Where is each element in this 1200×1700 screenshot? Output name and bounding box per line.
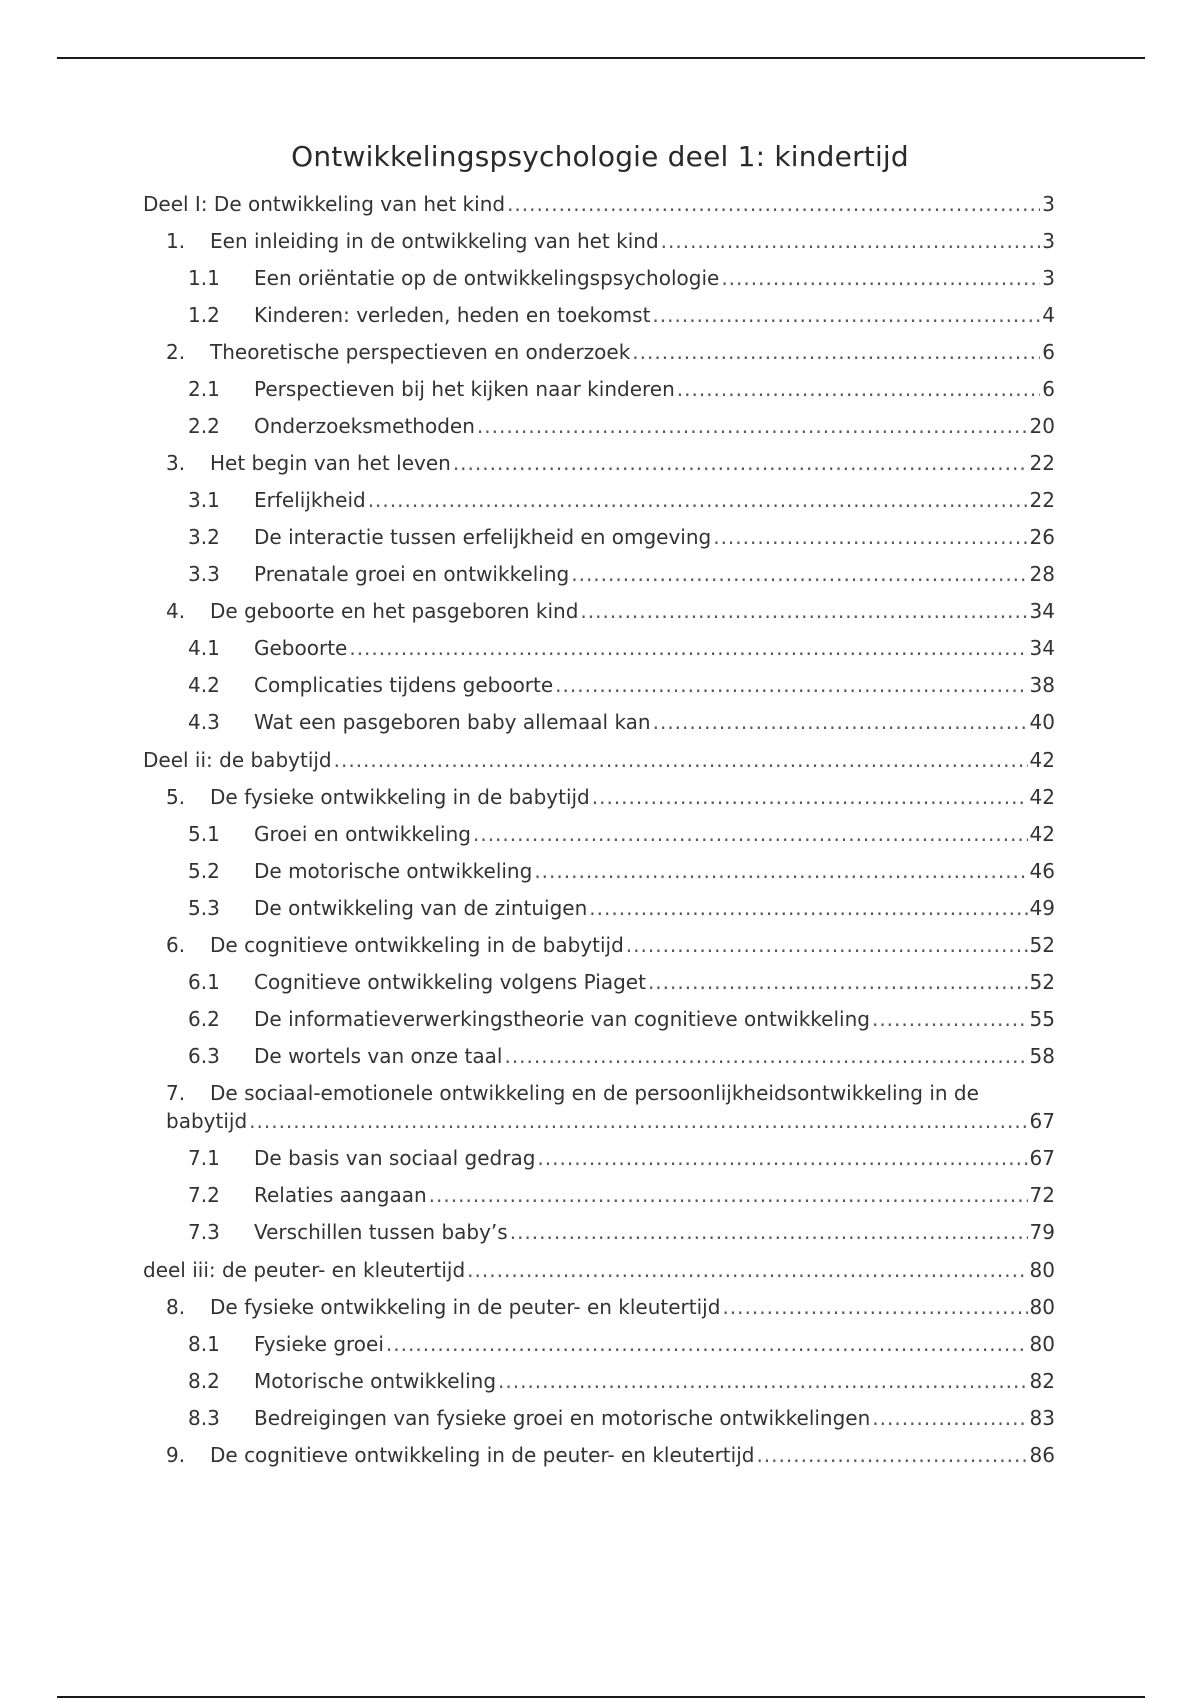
toc-entry-label: De wortels van onze taal — [254, 1044, 503, 1068]
toc-entry-label: Bedreigingen van fysieke groei en motorische ontwikkelingen — [254, 1406, 871, 1430]
document-title: Ontwikkelingspsychologie deel 1: kindertijd — [291, 140, 909, 173]
toc-dot-leader — [580, 597, 1027, 625]
toc-entry[interactable] — [188, 1005, 1055, 1033]
toc-entry-label: De motorische ontwikkeling — [254, 859, 533, 883]
toc-entry-label: Fysieke groei — [254, 1332, 384, 1356]
toc-entry-label: De cognitieve ontwikkeling in de babytijd — [210, 933, 624, 957]
toc-entry-number: 7.3 — [188, 1220, 220, 1244]
toc-entry-page: 6 — [1042, 377, 1055, 401]
toc-entry-number: 1.2 — [188, 303, 220, 327]
toc-entry-label: De cognitieve ontwikkeling in de peuter- en kleutertijd — [210, 1443, 755, 1467]
toc-entry-page: 42 — [1029, 822, 1055, 846]
toc-entry-page: 42 — [1029, 785, 1055, 809]
toc-dot-leader — [756, 1441, 1027, 1469]
toc-entry-page: 46 — [1029, 859, 1055, 883]
toc-entry[interactable] — [143, 746, 1055, 774]
toc-entry-number: 6.1 — [188, 970, 220, 994]
toc-entry-page: 42 — [1029, 748, 1055, 772]
toc-dot-leader — [368, 486, 1028, 514]
toc-dot-leader — [713, 523, 1027, 551]
toc-entry[interactable] — [188, 560, 1055, 588]
toc-entry-page: 22 — [1029, 451, 1055, 475]
toc-entry-number: 4. — [166, 599, 186, 623]
toc-dot-leader — [626, 931, 1028, 959]
toc-entry-label: Prenatale groei en ontwikkeling — [254, 562, 570, 586]
toc-entry[interactable] — [188, 857, 1055, 885]
toc-entry-page: 67 — [1029, 1109, 1055, 1133]
toc-entry-label: Een oriëntatie op de ontwikkelingspsychologie — [254, 266, 720, 290]
toc-entry-number: 6.2 — [188, 1007, 220, 1031]
toc-entry-page: 34 — [1029, 636, 1055, 660]
toc-entry[interactable] — [188, 375, 1055, 403]
toc-entry-label: Het begin van het leven — [210, 451, 451, 475]
toc-entry-page: 82 — [1029, 1369, 1055, 1393]
toc-entry-page: 4 — [1042, 303, 1055, 327]
toc-entry[interactable] — [188, 1330, 1055, 1358]
toc-entry-page: 52 — [1029, 933, 1055, 957]
toc-entry-page: 28 — [1029, 562, 1055, 586]
toc-dot-leader — [477, 412, 1028, 440]
toc-entry-label: De basis van sociaal gedrag — [254, 1146, 536, 1170]
toc-entry[interactable] — [188, 412, 1055, 440]
toc-entry-number: 3.1 — [188, 488, 220, 512]
toc-entry-number: 6.3 — [188, 1044, 220, 1068]
toc-entry-label: Cognitieve ontwikkeling volgens Piaget — [254, 970, 646, 994]
toc-dot-leader — [507, 190, 1040, 218]
toc-entry[interactable] — [188, 1404, 1055, 1432]
toc-entry-label: De ontwikkeling van de zintuigen — [254, 896, 588, 920]
toc-dot-leader — [589, 894, 1027, 922]
toc-entry-number: 7. — [166, 1081, 186, 1105]
toc-entry-page: 49 — [1029, 896, 1055, 920]
toc-dot-leader — [473, 820, 1028, 848]
toc-entry-label: Motorische ontwikkeling — [254, 1369, 497, 1393]
toc-entry-number: 4.1 — [188, 636, 220, 660]
toc-entry-number: 5.1 — [188, 822, 220, 846]
toc-entry-page: 3 — [1042, 192, 1055, 216]
toc-entry[interactable] — [188, 523, 1055, 551]
toc-entry[interactable] — [166, 783, 1055, 811]
toc-entry-page: 22 — [1029, 488, 1055, 512]
toc-entry-label: Verschillen tussen baby’s — [254, 1220, 508, 1244]
toc-dot-leader — [537, 1144, 1027, 1172]
toc-entry-page: 72 — [1029, 1183, 1055, 1207]
toc-entry-label: Wat een pasgeboren baby allemaal kan — [254, 710, 651, 734]
toc-entry-number: 1. — [166, 229, 186, 253]
toc-dot-leader — [722, 1293, 1027, 1321]
toc-entry-number: 5.3 — [188, 896, 220, 920]
toc-entry-label-continued: babytijd — [166, 1109, 248, 1133]
toc-entry-number: 6. — [166, 933, 186, 957]
toc-dot-leader — [648, 968, 1028, 996]
toc-entry-label: Erfelijkheid — [254, 488, 366, 512]
toc-entry[interactable] — [166, 227, 1055, 255]
toc-dot-leader — [534, 857, 1027, 885]
toc-dot-leader — [334, 746, 1028, 774]
toc-entry[interactable] — [188, 301, 1055, 329]
toc-entry-label: Geboorte — [254, 636, 348, 660]
toc-entry[interactable] — [166, 931, 1055, 959]
toc-entry-number: 8.3 — [188, 1406, 220, 1430]
toc-entry-page: 3 — [1042, 229, 1055, 253]
toc-entry[interactable] — [188, 1218, 1055, 1246]
toc-dot-leader — [661, 227, 1041, 255]
toc-entry-page: 34 — [1029, 599, 1055, 623]
toc-entry[interactable] — [188, 1367, 1055, 1395]
toc-entry-number: 4.2 — [188, 673, 220, 697]
toc-entry[interactable] — [188, 708, 1055, 736]
toc-dot-leader — [498, 1367, 1028, 1395]
toc-dot-leader — [872, 1005, 1028, 1033]
toc-entry-number: 2.2 — [188, 414, 220, 438]
toc-entry[interactable] — [166, 1441, 1055, 1469]
toc-entry[interactable] — [188, 968, 1055, 996]
toc-entry-number: 3.2 — [188, 525, 220, 549]
toc-entry-label: Een inleiding in de ontwikkeling van het kind — [210, 229, 659, 253]
toc-entry[interactable] — [188, 486, 1055, 514]
header-rule — [57, 57, 1145, 59]
toc-dot-leader — [677, 375, 1041, 403]
toc-entry-page: 80 — [1029, 1332, 1055, 1356]
toc-entry-page: 80 — [1029, 1295, 1055, 1319]
toc-dot-leader — [453, 449, 1028, 477]
toc-dot-leader — [555, 671, 1027, 699]
toc-entry-number: 2. — [166, 340, 186, 364]
toc-entry-label: Complicaties tijdens geboorte — [254, 673, 554, 697]
toc-entry[interactable] — [188, 894, 1055, 922]
table-of-contents — [0, 190, 1200, 1469]
toc-entry-page: 55 — [1029, 1007, 1055, 1031]
toc-entry-number: 8. — [166, 1295, 186, 1319]
toc-entry-label: De sociaal-emotionele ontwikkeling en de persoonlijkheidsontwikkeling in de — [210, 1081, 979, 1105]
toc-entry-label: De geboorte en het pasgeboren kind — [210, 599, 579, 623]
toc-entry[interactable] — [166, 338, 1055, 366]
toc-entry-number: 7.1 — [188, 1146, 220, 1170]
footer-rule — [57, 1696, 1145, 1698]
toc-dot-leader — [349, 634, 1027, 662]
toc-entry-number: 5. — [166, 785, 186, 809]
toc-entry-number: 4.3 — [188, 710, 220, 734]
toc-dot-leader — [429, 1181, 1028, 1209]
toc-entry[interactable] — [188, 820, 1055, 848]
toc-entry-page: 58 — [1029, 1044, 1055, 1068]
toc-entry-page: 80 — [1029, 1258, 1055, 1282]
toc-dot-leader — [632, 338, 1040, 366]
toc-dot-leader — [592, 783, 1028, 811]
toc-entry-label: Kinderen: verleden, heden en toekomst — [254, 303, 651, 327]
toc-entry[interactable] — [188, 671, 1055, 699]
toc-entry-label: Deel I: De ontwikkeling van het kind — [143, 192, 506, 216]
toc-entry[interactable] — [166, 597, 1055, 625]
toc-entry-page: 6 — [1042, 340, 1055, 364]
toc-entry-label: Groei en ontwikkeling — [254, 822, 471, 846]
toc-dot-leader — [653, 708, 1028, 736]
toc-dot-leader — [510, 1218, 1028, 1246]
toc-entry[interactable] — [188, 1144, 1055, 1172]
toc-dot-leader — [652, 301, 1040, 329]
toc-entry-label: Relaties aangaan — [254, 1183, 427, 1207]
toc-entry-number: 9. — [166, 1443, 186, 1467]
toc-entry[interactable] — [188, 634, 1055, 662]
toc-dot-leader — [467, 1256, 1027, 1284]
toc-entry-number: 2.1 — [188, 377, 220, 401]
toc-dot-leader — [249, 1107, 1027, 1135]
toc-entry-page: 52 — [1029, 970, 1055, 994]
toc-entry[interactable] — [143, 1256, 1055, 1284]
toc-entry-label: De fysieke ontwikkeling in de babytijd — [210, 785, 590, 809]
toc-entry-number: 1.1 — [188, 266, 220, 290]
toc-entry[interactable] — [143, 190, 1055, 218]
toc-entry-label: Perspectieven bij het kijken naar kinderen — [254, 377, 675, 401]
toc-entry-label: De fysieke ontwikkeling in de peuter- en kleutertijd — [210, 1295, 721, 1319]
toc-entry[interactable] — [166, 449, 1055, 477]
toc-entry-page: 26 — [1029, 525, 1055, 549]
toc-entry-number: 7.2 — [188, 1183, 220, 1207]
toc-entry-label: Deel ii: de babytijd — [143, 748, 332, 772]
toc-entry-page: 40 — [1029, 710, 1055, 734]
toc-entry-label: Onderzoeksmethoden — [254, 414, 475, 438]
toc-entry-page: 20 — [1029, 414, 1055, 438]
toc-dot-leader — [386, 1330, 1028, 1358]
toc-dot-leader — [571, 560, 1027, 588]
toc-entry-number: 3. — [166, 451, 186, 475]
toc-entry-number: 3.3 — [188, 562, 220, 586]
toc-entry-number: 8.1 — [188, 1332, 220, 1356]
toc-entry[interactable] — [188, 1181, 1055, 1209]
toc-entry[interactable] — [188, 264, 1055, 292]
toc-entry[interactable] — [188, 1042, 1055, 1070]
toc-entry-label: De interactie tussen erfelijkheid en omgeving — [254, 525, 712, 549]
toc-entry[interactable] — [166, 1293, 1055, 1321]
toc-entry-number: 8.2 — [188, 1369, 220, 1393]
toc-entry-label: De informatieverwerkingstheorie van cognitieve ontwikkeling — [254, 1007, 870, 1031]
toc-entry-number: 5.2 — [188, 859, 220, 883]
toc-entry-page: 79 — [1029, 1220, 1055, 1244]
toc-entry[interactable] — [166, 1079, 1055, 1135]
toc-entry-label: deel iii: de peuter- en kleutertijd — [143, 1258, 466, 1282]
toc-dot-leader — [872, 1404, 1027, 1432]
toc-entry-page: 3 — [1042, 266, 1055, 290]
toc-dot-leader — [721, 264, 1040, 292]
toc-entry-page: 67 — [1029, 1146, 1055, 1170]
toc-entry-page: 38 — [1029, 673, 1055, 697]
toc-dot-leader — [504, 1042, 1027, 1070]
toc-entry-label: Theoretische perspectieven en onderzoek — [210, 340, 631, 364]
toc-entry-page: 86 — [1029, 1443, 1055, 1467]
toc-entry-page: 83 — [1029, 1406, 1055, 1430]
